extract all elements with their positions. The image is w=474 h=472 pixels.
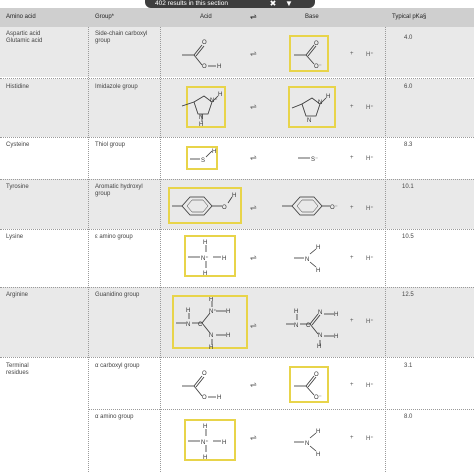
phenol-acid-structure [170, 189, 242, 223]
svg-text:C: C [198, 322, 203, 328]
equilibrium-arrow: ⇌ [250, 380, 257, 389]
pka-value: 12.5 [402, 292, 414, 298]
guanidine-base-structure [284, 304, 350, 348]
amino-acid-name: Lysine [6, 234, 24, 240]
svg-text:O: O [222, 205, 227, 211]
row-divider [88, 409, 474, 410]
plus-sign: + [350, 255, 354, 261]
pka-value: 6.0 [404, 84, 413, 90]
equilibrium-arrow: ⇌ [250, 203, 257, 212]
svg-text:H: H [209, 297, 214, 303]
guanidinium-acid-structure [174, 297, 248, 349]
row-divider [0, 357, 474, 358]
plus-sign: + [350, 318, 354, 324]
proton: H⁺ [366, 319, 374, 325]
svg-text:O: O [202, 64, 207, 70]
proton: H⁺ [366, 383, 374, 389]
thiol-acid-structure [188, 147, 218, 169]
svg-text:H: H [217, 395, 222, 401]
header-amino-acid: Amino acid [6, 14, 36, 20]
svg-text:H: H [294, 309, 299, 315]
alpha-carboxylate-base-structure [290, 368, 330, 402]
header-group: Group* [95, 14, 115, 20]
header-pka: Typical pKa§ [392, 14, 427, 20]
search-results-text: 402 results in this section [155, 0, 228, 7]
plus-sign: + [350, 155, 354, 161]
alpha-carboxyl-acid-structure [172, 366, 242, 406]
thiolate-base-structure [296, 150, 326, 166]
svg-text:S⁻: S⁻ [311, 157, 319, 163]
pka-value: 10.5 [402, 234, 414, 240]
svg-text:H: H [203, 424, 208, 430]
svg-text:H: H [226, 309, 231, 315]
group-name: α carboxyl group [95, 363, 140, 369]
equilibrium-arrow: ⇌ [250, 321, 257, 330]
svg-text:H: H [222, 256, 227, 262]
svg-text:C: C [306, 323, 311, 329]
proton: H⁺ [366, 52, 374, 58]
svg-text:H: H [209, 345, 214, 349]
row-divider [0, 287, 474, 288]
equilibrium-arrow: ⇌ [250, 102, 257, 111]
search-results-bar [145, 0, 315, 8]
table-row [0, 79, 474, 137]
proton: H⁺ [366, 436, 374, 442]
column-divider [385, 27, 386, 472]
svg-text:H: H [316, 245, 321, 251]
svg-text:H: H [203, 240, 208, 246]
svg-text:H: H [203, 455, 208, 461]
svg-text:N⁺: N⁺ [209, 309, 217, 315]
ammonium-acid-structure [186, 237, 236, 277]
imidazole-base-structure [290, 90, 336, 126]
svg-text:S: S [201, 158, 206, 164]
svg-text:N: N [318, 100, 323, 106]
row-divider [0, 179, 474, 180]
imidazolium-acid-structure [180, 88, 230, 128]
svg-text:H: H [203, 271, 208, 277]
alpha-ammonium-acid-structure [186, 421, 236, 461]
amino-acid-name: Histidine [6, 84, 30, 90]
header-base: Base [305, 14, 319, 20]
svg-text:O: O [202, 40, 207, 46]
proton: H⁺ [366, 256, 374, 262]
svg-text:N: N [318, 333, 323, 339]
svg-text:N: N [199, 115, 204, 121]
svg-text:N: N [305, 441, 310, 447]
svg-text:N⁺: N⁺ [201, 256, 209, 262]
group-name: Side-chain carboxyl group [95, 31, 148, 44]
svg-text:H: H [212, 149, 217, 155]
svg-text:O: O [202, 395, 207, 401]
close-icon[interactable]: ✖ [269, 0, 277, 8]
svg-text:N: N [186, 322, 191, 328]
svg-text:N: N [318, 310, 323, 316]
svg-text:O⁻: O⁻ [314, 395, 322, 401]
svg-text:O: O [202, 371, 207, 377]
pka-value: 3.1 [404, 363, 413, 369]
column-divider [88, 27, 89, 472]
amino-acid-name: Terminal residues [6, 363, 29, 376]
svg-text:N: N [305, 257, 310, 263]
svg-text:H: H [222, 440, 227, 446]
svg-text:N⁺: N⁺ [201, 440, 209, 446]
svg-text:O: O [314, 372, 319, 378]
svg-text:N: N [307, 118, 312, 124]
pka-value: 8.0 [404, 414, 413, 420]
svg-text:H: H [232, 193, 237, 199]
amino-acid-name: Tyrosine [6, 184, 29, 190]
row-divider [0, 78, 474, 79]
amine-base-structure [292, 241, 332, 275]
table-row [0, 137, 474, 179]
svg-text:O⁻: O⁻ [330, 205, 338, 211]
proton: H⁺ [366, 156, 374, 162]
amino-acid-name: Cysteine [6, 142, 30, 148]
proton: H⁺ [366, 206, 374, 212]
svg-text:H: H [316, 452, 321, 458]
svg-text:H: H [316, 429, 321, 435]
group-name: ε amino group [95, 234, 133, 240]
svg-text:O⁻: O⁻ [314, 64, 322, 70]
row-divider [0, 137, 474, 138]
header-acid: Acid [200, 14, 212, 20]
svg-text:O: O [314, 41, 319, 47]
pka-value: 10.1 [402, 184, 414, 190]
svg-text:H: H [226, 333, 231, 339]
group-name: Aromatic hydroxyl group [95, 184, 143, 197]
equilibrium-arrow: ⇌ [250, 49, 257, 58]
table-header [0, 8, 474, 27]
chevron-down-icon[interactable]: ▼ [285, 0, 293, 8]
group-name: α amino group [95, 414, 134, 420]
plus-sign: + [350, 382, 354, 388]
equilibrium-arrow: ⇌ [250, 153, 257, 162]
equilibrium-arrow: ⇌ [250, 253, 257, 262]
pka-value: 4.0 [404, 35, 413, 41]
plus-sign: + [350, 104, 354, 110]
svg-text:N: N [209, 333, 214, 339]
plus-sign: + [350, 435, 354, 441]
group-name: Guanidino group [95, 292, 140, 298]
svg-text:H: H [326, 94, 331, 100]
plus-sign: + [350, 51, 354, 57]
header-equilibrium: ⇌ [250, 12, 257, 21]
svg-text:H: H [317, 344, 322, 348]
equilibrium-arrow: ⇌ [250, 433, 257, 442]
plus-sign: + [350, 205, 354, 211]
amino-acid-name: Aspartic acid Glutamic acid [6, 31, 43, 44]
svg-text:H: H [186, 308, 191, 314]
carboxylate-base-structure [290, 37, 330, 71]
amino-acid-name: Arginine [6, 292, 29, 298]
column-divider [160, 27, 161, 472]
svg-text:H: H [199, 122, 204, 128]
svg-text:H: H [217, 64, 222, 70]
svg-text:H: H [334, 312, 339, 318]
svg-text:H: H [218, 92, 223, 98]
phenolate-base-structure [280, 193, 344, 219]
svg-text:H: H [316, 268, 321, 274]
row-divider [0, 229, 474, 230]
pka-value: 8.3 [404, 142, 413, 148]
svg-text:N⁺: N⁺ [210, 98, 218, 104]
group-name: Imidazole group [95, 84, 138, 90]
alpha-amine-base-structure [292, 425, 332, 459]
svg-text:H: H [334, 334, 339, 340]
svg-text:N: N [294, 323, 299, 329]
proton: H⁺ [366, 105, 374, 111]
carboxyl-acid-structure [172, 35, 242, 75]
group-name: Thiol group [95, 142, 126, 148]
